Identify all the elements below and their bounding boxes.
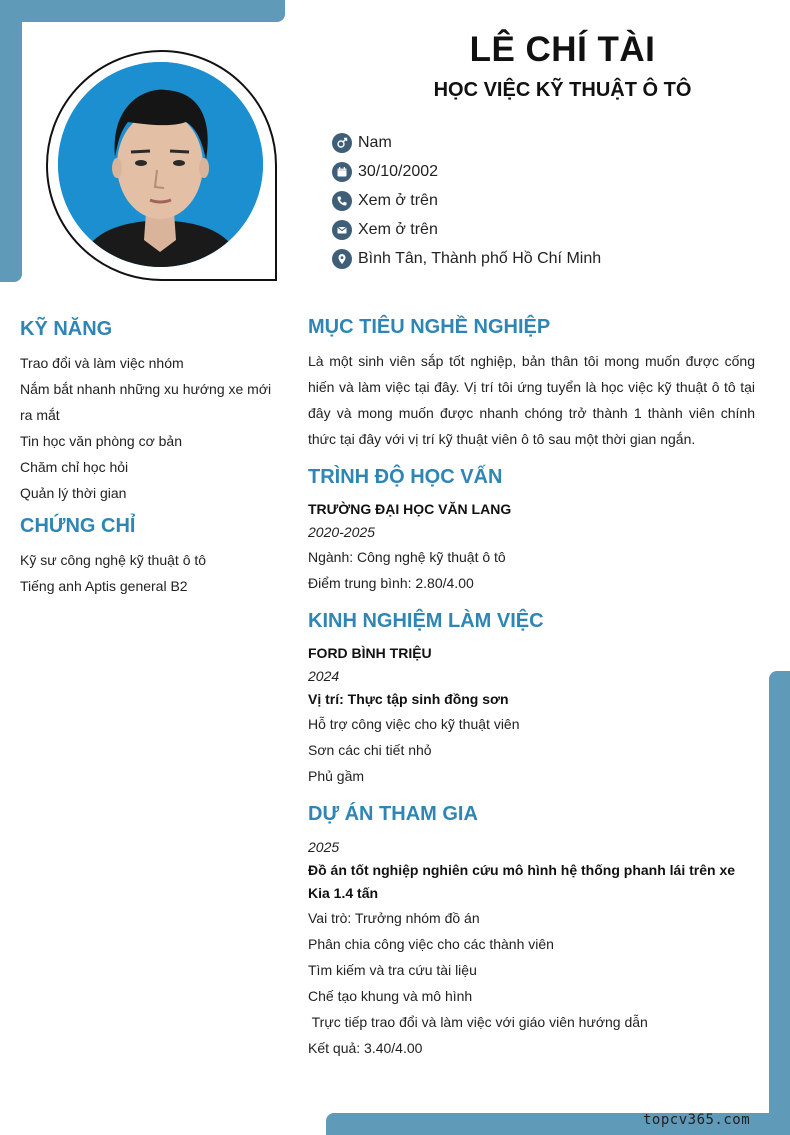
project-detail: Tìm kiếm và tra cứu tài liệu bbox=[308, 962, 477, 978]
education-major: Ngành: Công nghệ kỹ thuật ô tô bbox=[308, 549, 506, 565]
contact-address-text: Bình Tân, Thành phố Hồ Chí Minh bbox=[358, 249, 602, 267]
skill-item: Chăm chỉ học hỏi bbox=[20, 459, 129, 475]
contact-gender-text: Nam bbox=[358, 133, 392, 151]
phone-icon bbox=[332, 191, 352, 211]
gender-icon bbox=[332, 133, 352, 153]
experience-task: Phủ gầm bbox=[308, 768, 365, 784]
experience-role: Vị trí: Thực tập sinh đồng sơn bbox=[308, 691, 509, 707]
certificates-title: CHỨNG CHỈ bbox=[20, 515, 136, 537]
education-title: TRÌNH ĐỘ HỌC VẤN bbox=[308, 466, 503, 488]
contact-birthday-text: 30/10/2002 bbox=[358, 162, 439, 180]
objective-section bbox=[308, 314, 755, 452]
project-detail: Vai trò: Trưởng nhóm đồ án bbox=[308, 910, 480, 926]
skill-item: Quản lý thời gian bbox=[20, 485, 127, 501]
education-section bbox=[308, 464, 755, 596]
experience-year: 2024 bbox=[308, 668, 340, 684]
left-column bbox=[20, 316, 275, 599]
school-name: TRƯỜNG ĐẠI HỌC VĂN LANG bbox=[308, 501, 512, 517]
skill-item: Tin học văn phòng cơ bản bbox=[20, 433, 182, 449]
right-column bbox=[308, 314, 755, 1073]
contact-phone-text: Xem ở trên bbox=[358, 191, 438, 209]
project-detail: Kết quả: 3.40/4.00 bbox=[308, 1040, 423, 1056]
project-year: 2025 bbox=[308, 839, 340, 855]
certificate-item: Kỹ sư công nghệ kỹ thuật ô tô bbox=[20, 552, 207, 568]
skill-item: Trao đổi và làm việc nhóm bbox=[20, 355, 184, 371]
experience-section bbox=[308, 608, 755, 789]
experience-task: Hỗ trợ công việc cho kỹ thuật viên bbox=[308, 716, 520, 732]
contact-phone[interactable] bbox=[332, 186, 601, 215]
avatar bbox=[58, 62, 263, 267]
location-icon bbox=[332, 249, 352, 269]
candidate-name: LÊ CHÍ TÀI bbox=[469, 30, 656, 69]
experience-title: KINH NGHIỆM LÀM VIỆC bbox=[308, 610, 544, 632]
contact-birthday bbox=[332, 157, 601, 186]
company-name: FORD BÌNH TRIỆU bbox=[308, 645, 432, 661]
project-detail: Chế tạo khung và mô hình bbox=[308, 988, 473, 1004]
calendar-icon bbox=[332, 162, 352, 182]
decor-bar-top bbox=[0, 0, 285, 22]
skills-title: KỸ NĂNG bbox=[20, 318, 113, 340]
watermark: topcv365.com bbox=[643, 1112, 751, 1128]
candidate-position: HỌC VIỆC KỸ THUẬT Ô TÔ bbox=[433, 79, 692, 101]
contact-gender bbox=[332, 128, 601, 157]
contact-email-text: Xem ở trên bbox=[358, 220, 438, 238]
objective-text: Là một sinh viên sắp tốt nghiệp, bản thân tôi mong muốn được cống hiến và làm việc tại đây. Vị trí tôi ứng tuyển là học việc kỹ thuật ô tô tại đây và mong muốn được nhanh chóng trở thành 1 thành viên chính thức tại đây với vị trí kỹ thuật viên ô tô sau một thời gian ngắn. bbox=[308, 353, 755, 447]
contact-email[interactable] bbox=[332, 215, 601, 244]
objective-title: MỤC TIÊU NGHỀ NGHIỆP bbox=[308, 316, 551, 338]
skill-item: Nắm bắt nhanh những xu hướng xe mới ra mắt bbox=[20, 381, 272, 423]
projects-title: DỰ ÁN THAM GIA bbox=[308, 803, 478, 825]
education-gpa: Điểm trung bình: 2.80/4.00 bbox=[308, 575, 474, 591]
decor-bar-right bbox=[769, 671, 790, 1135]
project-detail: Trực tiếp trao đổi và làm việc với giáo viên hướng dẫn bbox=[308, 1014, 648, 1030]
project-detail: Phân chia công việc cho các thành viên bbox=[308, 936, 554, 952]
experience-task: Sơn các chi tiết nhỏ bbox=[308, 742, 432, 758]
decor-bar-left bbox=[0, 0, 22, 282]
education-years: 2020-2025 bbox=[308, 524, 375, 540]
projects-section bbox=[308, 801, 755, 1061]
contact-list bbox=[332, 128, 601, 273]
project-name: Đồ án tốt nghiệp nghiên cứu mô hình hệ thống phanh lái trên xe Kia 1.4 tấn bbox=[308, 862, 736, 901]
email-icon bbox=[332, 220, 352, 240]
certificate-item: Tiếng anh Aptis general B2 bbox=[20, 578, 188, 594]
contact-address bbox=[332, 244, 601, 273]
